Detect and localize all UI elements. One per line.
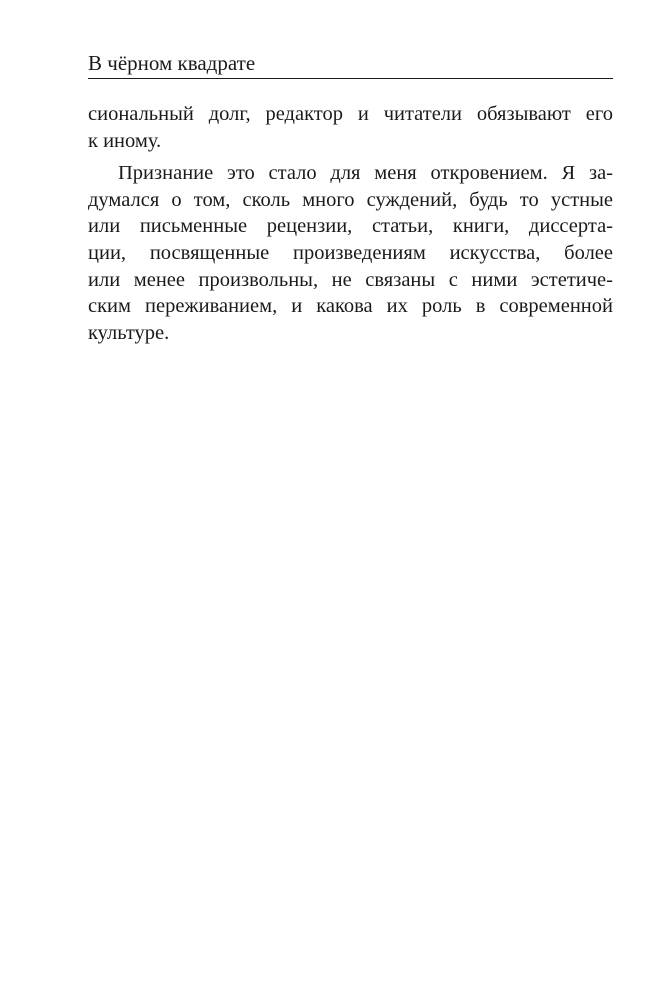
text-line: сиональный долг, редактор и читатели обязывают его [88, 103, 613, 125]
text-line: ским переживанием, и какова их роль в современной [88, 295, 613, 318]
paragraph-continuation [88, 101, 613, 154]
running-head-title: В чёрном квадрате [88, 51, 256, 75]
text-line: культуре. [88, 321, 170, 344]
text-line: думался о том, сколь много суждений, будь то устные [88, 188, 613, 211]
text-line: или менее произвольны, не связаны с ними эстетиче- [88, 268, 613, 291]
running-head [88, 48, 613, 79]
text-line: ции, посвященные произведениям искусства, более [88, 241, 613, 264]
text-line: к иному. [88, 129, 162, 152]
text-line: или письменные рецензии, статьи, книги, диссерта- [88, 215, 613, 238]
body-text [88, 101, 613, 346]
text-line: Признание это стало для меня откровением. Я за- [118, 162, 613, 185]
paragraph [88, 160, 613, 346]
